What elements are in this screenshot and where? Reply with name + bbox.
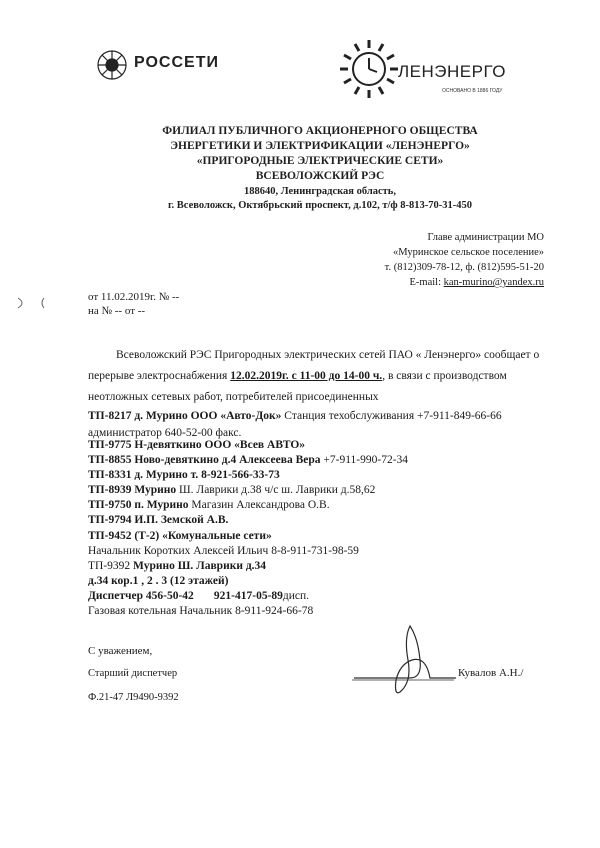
list-item-bold: д.34 кор.1 , 2 . 3 (12 этажей) <box>88 575 229 587</box>
list-item-bold: Мурино Ш. Лаврики д.34 <box>133 560 267 572</box>
body-paragraph-line-3: неотложных сетевых работ, потребителей присоединенных <box>88 391 379 403</box>
addressee-line-2: «Муринское сельское поселение» <box>393 247 544 258</box>
lenenergo-logo <box>336 36 536 106</box>
lenenergo-wordmark: ЛЕНЭНЕРГО <box>398 62 506 81</box>
punch-mark-top <box>0 296 60 310</box>
body-paragraph-line-2 <box>88 368 507 384</box>
list-item-bold: 921-417-05-89 <box>193 590 283 602</box>
letterhead-line-3: «ПРИГОРОДНЫЕ ЭЛЕКТРИЧЕСКИЕ СЕТИ» <box>196 155 444 167</box>
letterhead-line-1: ФИЛИАЛ ПУБЛИЧНОГО АКЦИОНЕРНОГО ОБЩЕСТВА <box>162 125 478 137</box>
closing-regards: С уважением, <box>88 645 153 657</box>
list-item <box>88 573 228 589</box>
letterhead-line-6: г. Всеволожск, Октябрьский проспект, д.102, т/ф 8-813-70-31-450 <box>167 200 473 211</box>
list-item-bold: Диспетчер 456-50-42 <box>88 590 194 602</box>
list-item-bold: ТП-8331 д. Мурино т. 8-921-566-33-73 <box>88 469 280 481</box>
addressee-line-3: т. (812)309-78-12, ф. (812)595-51-20 <box>384 262 544 273</box>
signer-name: Кувалов А.Н./ <box>458 667 524 679</box>
letterhead-line-2: ЭНЕРГЕТИКИ И ЭЛЕКТРИФИКАЦИИ «ЛЕНЭНЕРГО» <box>170 140 470 152</box>
list-item-bold: ТП-8939 Мурино <box>88 484 177 496</box>
list-item <box>88 588 309 604</box>
body-paragraph-line-1: Всеволожский РЭС Пригородных электрических сетей ПАО « Ленэнерго» сообщает о <box>116 349 540 361</box>
list-item <box>88 603 313 619</box>
list-item <box>88 437 305 453</box>
lenenergo-emblem-icon <box>336 36 402 102</box>
list-item-bold: ТП-8217 д. Мурино ООО «Авто-Док» <box>88 410 282 422</box>
list-item-text: Газовая котельная Начальник 8-911-924-66-78 <box>88 605 314 617</box>
list-item <box>88 558 266 574</box>
signature-scribble <box>350 620 460 700</box>
list-item-text: администратор 640-52-00 факс. <box>88 427 242 439</box>
list-item <box>88 452 408 468</box>
list-item <box>88 497 330 513</box>
body-text: , в связи с производством <box>382 370 507 382</box>
rosseti-emblem-icon <box>96 49 128 81</box>
list-item <box>88 512 228 528</box>
outage-time: 12.02.2019г. с 11-00 до 14-00 ч. <box>230 370 383 382</box>
ref-date: от 11.02.2019г. № -- <box>88 291 180 303</box>
list-item-text: Начальник Коротких Алексей Ильич 8-8-911-731-98-59 <box>88 545 359 557</box>
list-item-bold: ТП-9452 (Т-2) «Комунальные сети» <box>88 530 272 542</box>
signer-position: Старший диспетчер <box>88 668 178 679</box>
list-item-text: Магазин Александрова О.В. <box>188 499 330 511</box>
document-footer-code: Ф.21-47 Л9490-9392 <box>88 692 179 703</box>
letterhead-line-5: 188640, Ленинградская область, <box>244 186 396 197</box>
list-item-text: Станция техобслуживания +7-911-849-66-66 <box>281 410 502 422</box>
list-item <box>88 482 375 498</box>
rosseti-wordmark: РОССЕТИ <box>134 54 219 71</box>
addressee-line-1: Главе администрации МО <box>427 232 544 243</box>
rosseti-logo <box>96 48 246 82</box>
list-item-text: дисп. <box>282 590 310 602</box>
list-item-text: +7-911-990-72-34 <box>320 454 409 466</box>
list-item-text: Ш. Лаврики д.38 ч/с ш. Лаврики д.58,62 <box>176 484 376 496</box>
ref-reply: на № -- от -- <box>88 305 146 317</box>
list-item-bold: ТП-9775 Н-девяткино ООО «Всев АВТО» <box>88 439 306 451</box>
list-item-bold: ТП-9794 И.П. Земской А.В. <box>88 514 229 526</box>
email-link[interactable]: kan-murino@yandex.ru <box>443 277 544 288</box>
list-item <box>88 408 502 424</box>
list-item <box>88 467 280 483</box>
addressee-email-line <box>324 276 544 290</box>
body-text: перерыве электроснабжения <box>88 370 231 382</box>
list-item-text: ТП-9392 <box>88 560 134 572</box>
list-item <box>88 528 272 544</box>
list-item-bold: ТП-9750 п. Мурино <box>88 499 189 511</box>
email-label: E-mail: <box>409 277 444 288</box>
letterhead-line-4: ВСЕВОЛОЖСКИЙ РЭС <box>255 170 385 182</box>
lenenergo-subtitle: ОСНОВАНО В 1886 ГОДУ <box>442 88 503 94</box>
list-item <box>88 543 359 559</box>
list-item-bold: ТП-8855 Ново-девяткино д.4 Алексеева Вера <box>88 454 321 466</box>
